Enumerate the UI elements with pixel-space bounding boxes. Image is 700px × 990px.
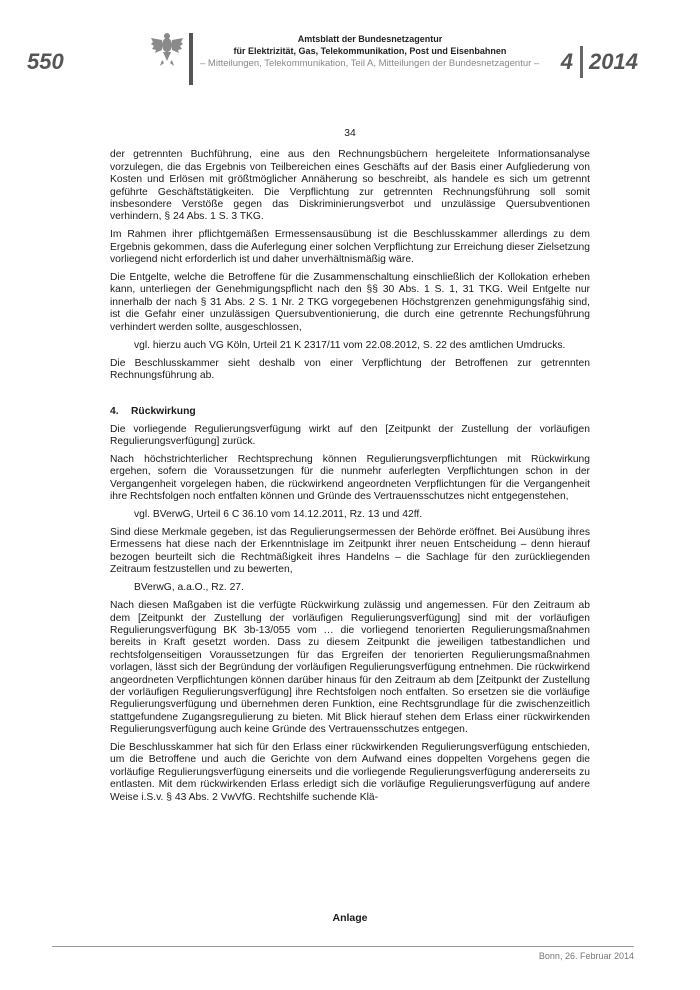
gazette-title xyxy=(205,34,535,57)
paragraph: Sind diese Merkmale gegeben, ist das Regulierungsermessen der Behörde eröffnet. Bei Ausübung ihres Ermessens hat diese nach der Erkenntnislage im Zeitpunkt ihrer neuen Entscheidung – denn hierauf bezogen beurteilt sich die Rechtmäßigkeit ihres Handelns – die Sachlage für den zurückliegenden Zeitraum festzustellen und zu bewerten, xyxy=(110,527,590,576)
header-divider xyxy=(189,33,193,85)
footer-divider xyxy=(52,946,634,947)
paragraph: Im Rahmen ihrer pflichtgemäßen Ermessensausübung ist die Beschlusskammer allerdings zu dem Ergebnis gekommen, dass die Auferlegung einer solchen Verpflichtung zur Erreichung dieser Zielsetzung vorliegend nicht erforderlich ist und daher unverhältnismäßig wäre. xyxy=(110,229,590,266)
paragraph: Die Entgelte, welche die Betroffene für die Zusammenschaltung einschließlich der Kollokation erheben kann, unterliegen der Genehmigungspflicht nach den §§ 30 Abs. 1 S. 1, 31 TKG. Weil Entgelte nur innerhalb der nach § 31 Abs. 2 S. 1 Nr. 2 TKG vorgegebenen Höchstgrenzen genehmigungsfähig sind, ist die Gefahr einer unzulässigen Quersubventionierung, die durch eine getrennte Rechungsführung verhindert werden sollte, ausgeschlossen, xyxy=(110,272,590,333)
issue-label xyxy=(561,46,638,78)
citation: vgl. hierzu auch VG Köln, Urteil 21 K 2317/11 vom 22.08.2012, S. 22 des amtlichen Umdrucks. xyxy=(134,339,566,351)
paragraph: Die Beschlusskammer sieht deshalb von einer Verpflichtung der Betroffenen zur getrennten Rechnungsführung ab. xyxy=(110,357,590,381)
gazette-title-line2: für Elektrizität, Gas, Telekommunikation, Post und Eisenbahnen xyxy=(233,45,507,56)
anlage-label: Anlage xyxy=(332,912,368,924)
gazette-subtitle: – Mitteilungen, Telekommunikation, Teil A, Mitteilungen der Bundesnetzagentur – xyxy=(200,58,540,69)
paragraph: Die vorliegende Regulierungsverfügung wirkt auf den [Zeitpunkt der Zustellung der vorläufigen Regulierungsverfügung] zurück. xyxy=(110,423,590,448)
citation: BVerwG, a.a.O., Rz. 27. xyxy=(134,582,244,594)
section-number: 4. xyxy=(110,406,119,418)
issue-year: 2014 xyxy=(589,49,638,74)
paragraph: der getrennten Buchführung, eine aus den Rechnungsbüchern hergeleitete Informationsanalyse vorzulegen, die das Ergebnis von Teilbereichen eines Geschäfts auf der Basis einer Aufgliederung von Kosten und Erlösen mit größtmöglicher Annäherung so beschreibt, als handele es sich um getrennt geführte Geschäftstätigkeiten. Die Verpflichtung zur getrennten Rechnungsführung soll somit insbesondere Verstöße gegen das Diskriminierungsverbot und unzulässige Quersubventionen verhindern, § 24 Abs. 1 S. 3 TKG. xyxy=(110,149,590,223)
footer-date: Bonn, 26. Februar 2014 xyxy=(538,951,634,961)
paragraph: Die Beschlusskammer hat sich für den Erlass einer rückwirkenden Regulierungsverfügung entschieden, um die Betroffene und auch die Gerichte von dem Aufwand eines doppelten Vorgehens gegen die vorläufige Regulierungsverfügung einerseits und die vorliegende Regulierungsverfügung andererseits zu entlasten. Mit dem rückwirkenden Erlass erledigt sich die vorläufige Regulierungsverfügung auf andere Weise i.S.v. § 43 Abs. 2 VwVfG. Rechtshilfe suchende Klä- xyxy=(110,742,590,803)
paragraph: Nach höchstrichterlicher Rechtsprechung können Regulierungsverpflichtungen mit Rückwirkung ergehen, sofern die Voraussetzungen für die nunmehr auferlegten Verpflichtungen schon in der Vergangenheit vorgelegen haben, die rückwirkend angeordneten Verpflichtungen für die Vergangenheit ihre Rechtsfolgen noch entfalten können und Gründe des Vertrauensschutzes nicht entgegenstehen, xyxy=(110,454,590,503)
section-heading xyxy=(110,406,590,418)
federal-eagle-logo xyxy=(150,30,184,70)
inner-page-number: 34 xyxy=(344,128,356,139)
paragraph: Nach diesen Maßgaben ist die verfügte Rückwirkung zulässig und angemessen. Für den Zeitraum ab dem [Zeitpunkt der Zustellung der vorläufigen Regulierungsverfügung] sind mit der vorläufigen Regulierungsverfügung BK 3b-13/055 vom … die vorliegend tenorierten Regulierungsmaßnahmen bereits in Kraft gesetzt worden. Dass zu diesem Zeitpunkt die jeweiligen tatbestandlichen und rechtsfolgenseitigen Voraussetzungen für das Ergreifen der tenorierten Regulierungsmaßnahmen vorlagen, lässt sich der Begründung der vorläufigen Regulierungsverfügung entnehmen. Die rückwirkend angeordneten Verpflichtungen können darüber hinaus für den Zeitraum ab dem [Zeitpunkt der Zustellung der vorläufigen Regulierungsverfügung] ihre Rechtsfolgen noch entfalten. So ersetzen sie die vorläufige Regulierungsverfügung und übernehmen deren Funktion, eine Rechtsgrundlage für die zwischenzeitlich stattgefundene Zugangsregulierung zu bieten. Mit Blick hierauf stehen dem Erlass einer rückwirkenden Regulierungsverfügung auch keine Gründe des Vertrauensschutzes entgegen. xyxy=(110,600,590,736)
issue-separator xyxy=(580,46,583,78)
issue-number: 4 xyxy=(560,49,574,74)
section-title: Rückwirkung xyxy=(131,406,196,418)
document-body xyxy=(110,128,590,810)
page-number: 550 xyxy=(27,49,64,74)
gazette-title-line1: Amtsblatt der Bundesnetzagentur xyxy=(297,34,443,44)
eagle-icon xyxy=(150,30,184,70)
citation: vgl. BVerwG, Urteil 6 C 36.10 vom 14.12.2011, Rz. 13 und 42ff. xyxy=(134,509,423,521)
